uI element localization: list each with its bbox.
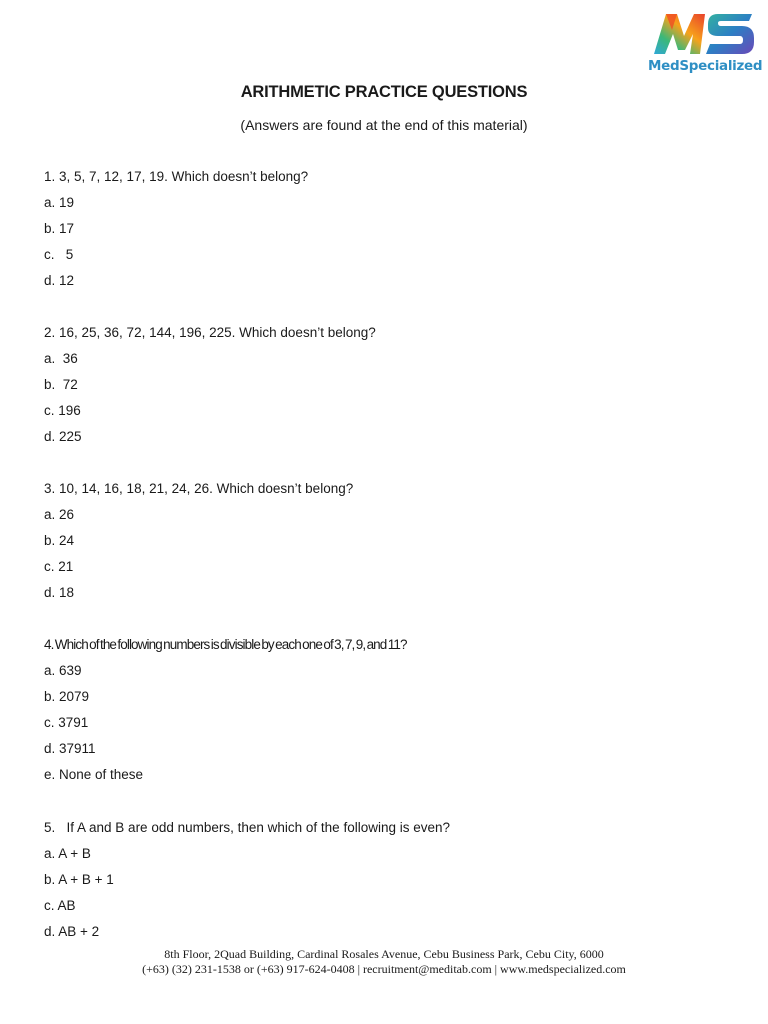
- question-5-option-d: d. AB + 2: [44, 924, 100, 939]
- medspecialized-logo: [648, 12, 763, 78]
- question-2-text: 2. 16, 25, 36, 72, 144, 196, 225. Which doesn’t belong?: [44, 325, 376, 340]
- question-1-option-d: d. 12: [44, 273, 75, 288]
- question-1-option-b: b. 17: [44, 221, 75, 236]
- question-1-text: 1. 3, 5, 7, 12, 17, 19. Which doesn’t belong?: [44, 169, 309, 184]
- question-4-text: 4. Which of the following numbers is divisible by each one of 3, 7, 9, and 11?: [44, 637, 407, 652]
- page-subtitle: (Answers are found at the end of this material): [240, 117, 528, 133]
- question-3-text: 3. 10, 14, 16, 18, 21, 24, 26. Which doesn’t belong?: [44, 481, 354, 496]
- question-3-option-d: d. 18: [44, 585, 75, 600]
- question-5-option-c: c. AB: [44, 898, 76, 913]
- question-5-text: 5. If A and B are odd numbers, then which of the following is even?: [44, 820, 451, 835]
- question-4-option-c: c. 3791: [44, 715, 89, 730]
- question-3-option-c: c. 21: [44, 559, 74, 574]
- page-title: ARITHMETIC PRACTICE QUESTIONS: [240, 83, 528, 101]
- question-5-option-b: b. A + B + 1: [44, 872, 114, 887]
- ms-logo-icon: [648, 12, 760, 58]
- question-2-option-d: d. 225: [44, 429, 82, 444]
- question-4-option-d: d. 37911: [44, 741, 96, 756]
- question-3-option-a: a. 26: [44, 507, 75, 522]
- question-3-option-b: b. 24: [44, 533, 75, 548]
- footer-contact: (+63) (32) 231-1538 or (+63) 917-624-0408 | recruitment@meditab.com | www.medspecialized.com: [142, 962, 626, 976]
- question-1-option-c: c. 5: [44, 247, 74, 262]
- logo-wordmark: MedSpecialized: [648, 58, 763, 74]
- question-4-option-e: e. None of these: [44, 767, 144, 782]
- question-4-option-b: b. 2079: [44, 689, 90, 704]
- question-2-option-b: b. 72: [44, 377, 78, 392]
- footer-address: 8th Floor, 2Quad Building, Cardinal Rosales Avenue, Cebu Business Park, Cebu City, 6000: [164, 947, 604, 961]
- question-2-option-a: a. 36: [44, 351, 78, 366]
- question-4-option-a: a. 639: [44, 663, 82, 678]
- question-5-option-a: a. A + B: [44, 846, 91, 861]
- question-1-option-a: a. 19: [44, 195, 75, 210]
- question-2-option-c: c. 196: [44, 403, 81, 418]
